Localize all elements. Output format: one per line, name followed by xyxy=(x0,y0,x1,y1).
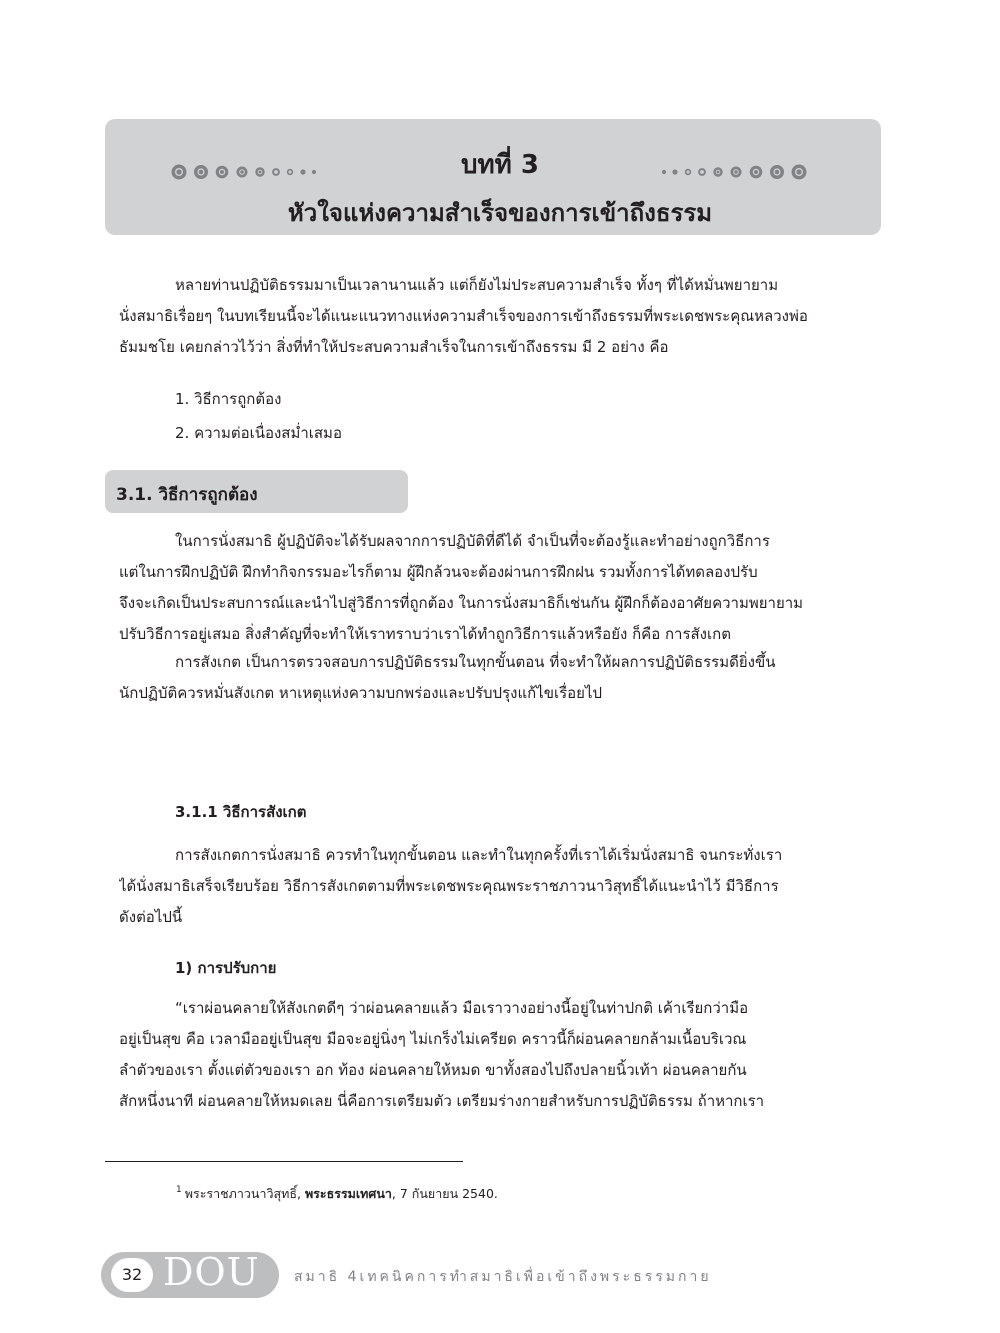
text-line: “เราผ่อนคลายให้สังเกตดีๆ ว่าผ่อนคลายแล้ว มือเราวางอย่างนี้อยู่ในท่าปกติ เค้าเรียกว่ามือ xyxy=(175,999,749,1017)
text-line: ได้นั่งสมาธิเสร็จเรียบร้อย วิธีการสังเกตตามที่พระเดชพระคุณพระราชภาวนาวิสุทธิ์ได้แนะนำไว้ มีวิธีการ xyxy=(119,877,779,895)
section-heading: 3.1. วิธีการถูกต้อง xyxy=(116,485,258,505)
subsection-heading: 3.1.1 วิธีการสังเกต xyxy=(175,803,307,821)
decorative-dots-right xyxy=(658,160,808,184)
text-line: สักหนึ่งนาที ผ่อนคลายให้หมดเลย นี่คือการเตรียมตัว เตรียมร่างกายสำหรับการปฏิบัติธรรม ถ้าหากเรา xyxy=(119,1092,765,1110)
footer-book-title: สมาธิ 4เทคนิคการทำสมาธิเพื่อเข้าถึงพระธรรมกาย xyxy=(294,1269,712,1285)
footnote-author: พระราชภาวนาวิสุทธิ์, xyxy=(184,1186,305,1201)
quote-paragraph xyxy=(119,993,883,1117)
text-line: จึงจะเกิดเป็นประสบการณ์และนำไปสู่วิธีการที่ถูกต้อง ในการนั่งสมาธิก็เช่นกัน ผู้ฝึกก็ต้องอาศัยความพยายาม xyxy=(119,594,804,612)
footnote-divider xyxy=(105,1161,463,1162)
text-line: นักปฏิบัติควรหมั่นสังเกต หาเหตุแห่งความบกพร่องและปรับปรุงแก้ไขเรื่อยไป xyxy=(119,684,603,702)
text-line: การสังเกตการนั่งสมาธิ ควรทำในทุกขั้นตอน และทำในทุกครั้งที่เราได้เริ่มนั่งสมาธิ จนกระทั่งเรา xyxy=(175,846,783,864)
text-line: ธัมมชโย เคยกล่าวไว้ว่า สิ่งที่ทำให้ประสบความสำเร็จในการเข้าถึงธรรม มี 2 อย่าง คือ xyxy=(119,338,669,356)
section-paragraph xyxy=(119,526,883,650)
text-line: นั่งสมาธิเรื่อยๆ ในบทเรียนนี้จะได้แนะแนวทางแห่งความสำเร็จของการเข้าถึงธรรมที่พระเดชพระคุณหลวงพ่อ xyxy=(119,307,808,325)
footnote xyxy=(176,1184,498,1204)
text-line: ลำตัวของเรา ตั้งแต่ตัวของเรา อก ท้อง ผ่อนคลายให้หมด ขาทั้งสองไปถึงปลายนิ้วเท้า ผ่อนคลายกัน xyxy=(119,1061,747,1079)
page-number: 32 xyxy=(121,1265,143,1284)
subsection-paragraph xyxy=(119,840,883,933)
text-line: ปรับวิธีการอยู่เสมอ สิ่งสำคัญที่จะทำให้เราทราบว่าเราได้ทำถูกวิธีการแล้วหรือยัง ก็คือ การสังเกต xyxy=(119,625,731,643)
section-paragraph xyxy=(119,647,883,709)
footnote-date: , 7 กันยายน 2540. xyxy=(391,1186,498,1201)
footnote-marker: 1 xyxy=(176,1185,182,1195)
chapter-title: หัวใจแห่งความสำเร็จของการเข้าถึงธรรม xyxy=(287,199,713,227)
topic-heading: 1) การปรับกาย xyxy=(175,959,277,977)
text-line: อยู่เป็นสุข คือ เวลามืออยู่เป็นสุข มือจะอยู่นิ่งๆ ไม่เกร็งไม่เครียด คราวนี้ก็ผ่อนคลายกล้ามเนื้อบริเวณ xyxy=(119,1030,747,1048)
list-item: 1. วิธีการถูกต้อง xyxy=(175,390,282,408)
text-line: ดังต่อไปนี้ xyxy=(119,908,183,926)
dou-logo: DOU xyxy=(163,1250,260,1294)
intro-paragraph xyxy=(119,270,883,363)
footnote-work: พระธรรมเทศนา xyxy=(304,1186,392,1201)
text-line: หลายท่านปฏิบัติธรรมมาเป็นเวลานานแล้ว แต่ก็ยังไม่ประสบความสำเร็จ ทั้งๆ ที่ได้หมั่นพยายาม xyxy=(175,276,779,294)
text-line: การสังเกต เป็นการตรวจสอบการปฏิบัติธรรมในทุกขั้นตอน ที่จะทำให้ผลการปฏิบัติธรรมดียิ่งขึ้น xyxy=(175,653,776,671)
list-item: 2. ความต่อเนื่องสม่ำเสมอ xyxy=(175,424,342,442)
text-line: ในการนั่งสมาธิ ผู้ปฏิบัติจะได้รับผลจากการปฏิบัติที่ดีได้ จำเป็นที่จะต้องรู้และทำอย่างถูกวิธีการ xyxy=(175,532,770,550)
chapter-number: บทที่ 3 xyxy=(461,150,539,180)
text-line: แต่ในการฝึกปฏิบัติ ฝึกทำกิจกรรมอะไรก็ตาม ผู้ฝึกล้วนจะต้องผ่านการฝึกฝน รวมทั้งการได้ทดลองปรับ xyxy=(119,563,758,581)
